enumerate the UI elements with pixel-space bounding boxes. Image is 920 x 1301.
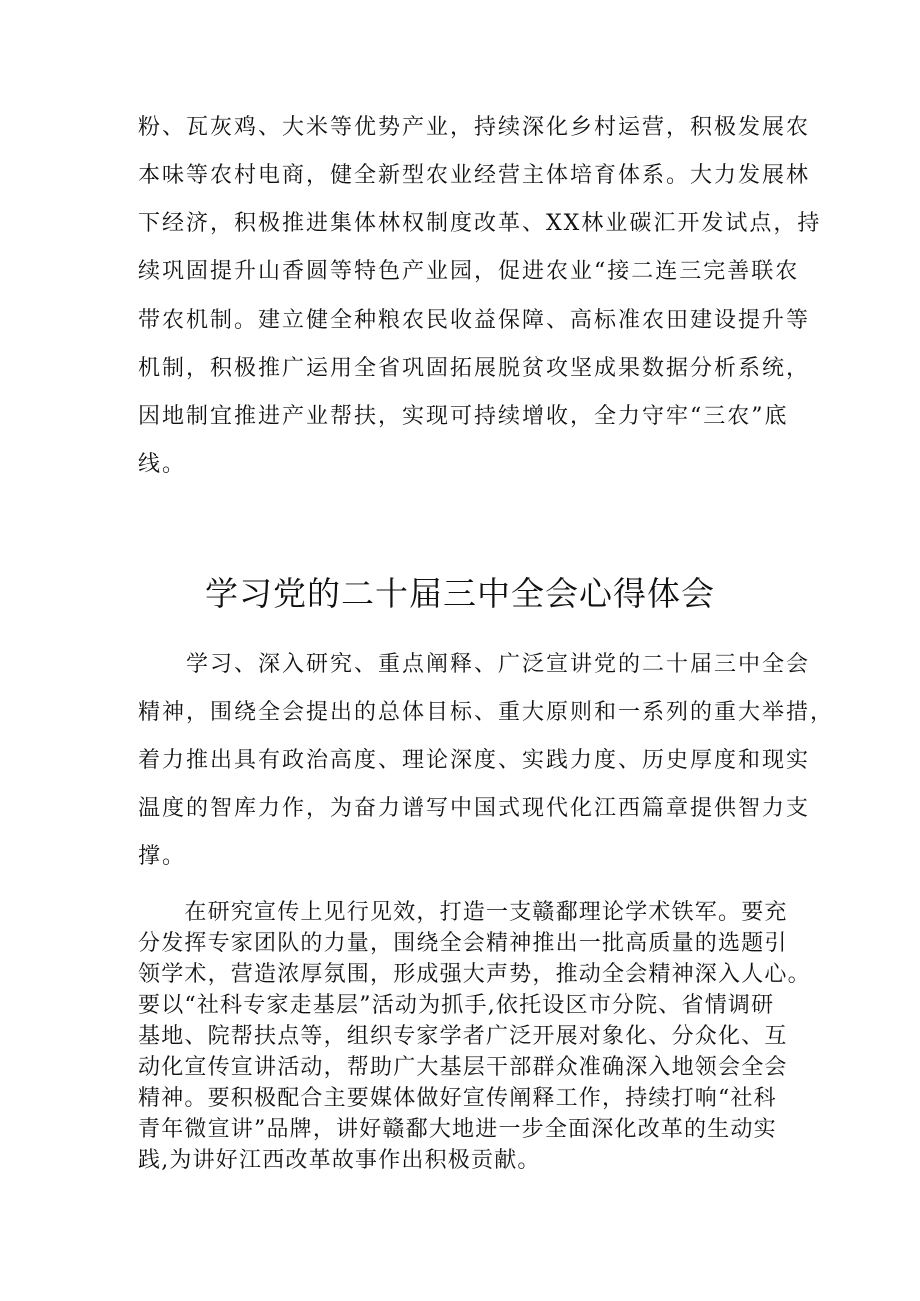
text-line: 温度的智库力作，为奋力谱写中国式现代化江西篇章提供智力支	[138, 796, 811, 821]
text-line: 践,为讲好江西改革故事作出积极贡献。	[138, 1148, 541, 1173]
text-line: 粉、瓦灰鸡、大米等优势产业，持续深化乡村运营，积极发展农	[138, 115, 811, 140]
text-line: 线。	[138, 452, 187, 477]
text-line: 本味等农村电商，健全新型农业经营主体培育体系。大力发展林	[138, 163, 811, 188]
text-line: 基地、院帮扶点等，组织专家学者广泛开展对象化、分众化、互	[138, 1024, 788, 1049]
text-line: 续巩固提升山香圆等特色产业园，促进农业“接二连三完善联农	[138, 259, 800, 284]
text-line: 带农机制。建立健全种粮农民收益保障、高标准农田建设提升等	[138, 308, 811, 333]
text-line: 要以“社科专家走基层”活动为抓手,依托设区市分院、省情调研	[138, 993, 775, 1018]
text-line: 分发挥专家团队的力量，围绕全会精神推出一批高质量的选题引	[138, 931, 788, 956]
text-line: 机制，积极推广运用全省巩固拓展脱贫攻坚成果数据分析系统，	[138, 356, 811, 381]
document-title: 学习党的二十届三中全会心得体会	[205, 574, 715, 614]
text-line: 下经济，积极推进集体林权制度改革、XX林业碳汇开发试点，持	[138, 211, 822, 236]
text-line: 青年微宣讲”品牌，讲好赣鄱大地进一步全面深化改革的生动实	[138, 1117, 777, 1142]
text-line: 撑。	[138, 844, 187, 869]
text-line: 在研究宣传上见行见效，打造一支赣鄱理论学术铁军。要充	[138, 900, 788, 925]
text-line: 领学术，营造浓厚氛围，形成强大声势，推动全会精神深入人心。	[138, 962, 811, 987]
text-line: 着力推出具有政治高度、理论深度、实践力度、历史厚度和现实	[138, 748, 811, 773]
text-line: 精神。要积极配合主要媒体做好宣传阐释工作，持续打响“社科	[138, 1086, 777, 1111]
text-line: 学习、深入研究、重点阐释、广泛宣讲党的二十届三中全会	[138, 652, 811, 677]
text-line: 动化宣传宣讲活动，帮助广大基层干部群众准确深入地领会全会	[138, 1055, 788, 1080]
text-line: 因地制宜推进产业帮扶，实现可持续增收，全力守牢“三农”底	[138, 404, 789, 429]
text-line: 精神，围绕全会提出的总体目标、重大原则和一系列的重大举措，	[138, 700, 835, 725]
